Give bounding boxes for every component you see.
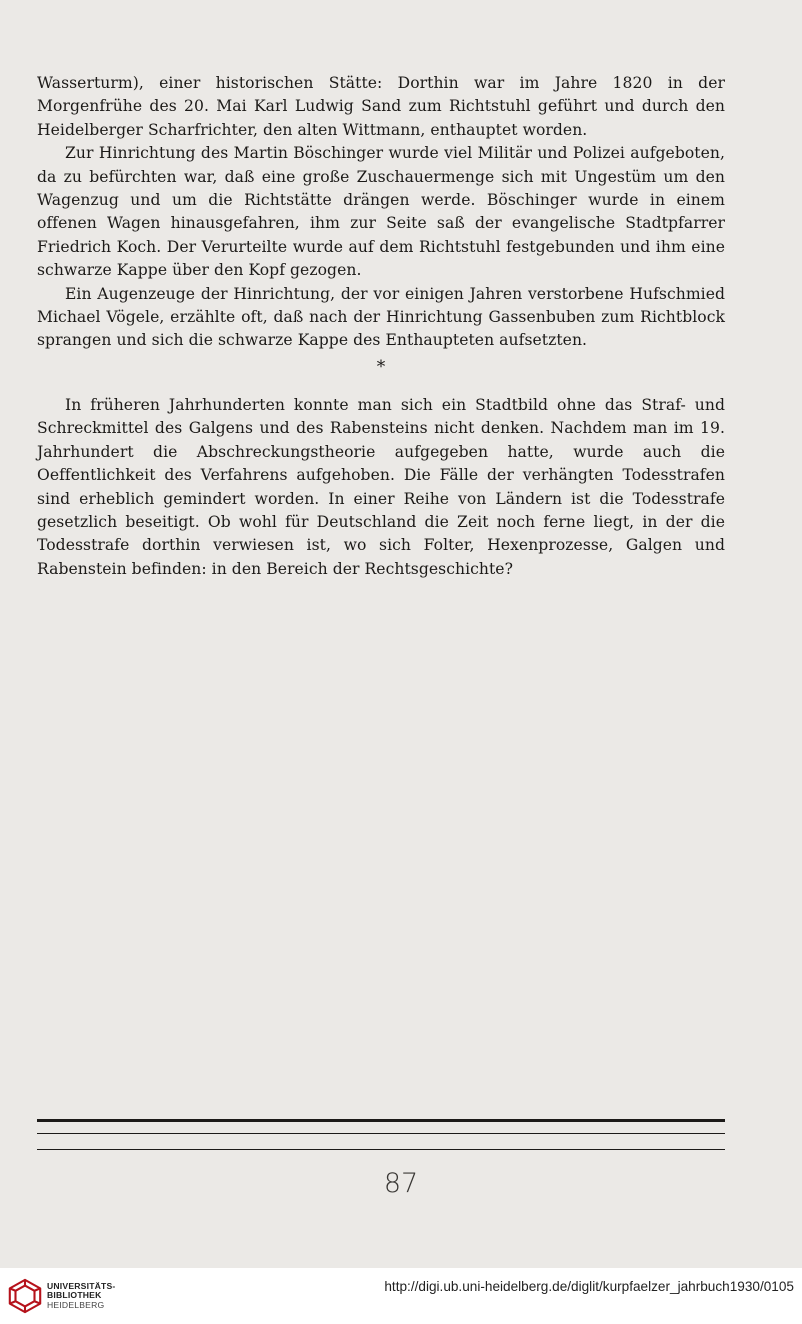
footer-rule-thin-lower [37, 1149, 725, 1150]
footer-rule-thin [37, 1133, 725, 1134]
library-seal-icon [6, 1277, 44, 1315]
library-name-line: HEIDELBERG [47, 1299, 105, 1310]
paragraph: Zur Hinrichtung des Martin Böschinger wurde viel Militär und Polizei aufgeboten, da zu befürchten war, daß eine große Zuschauermenge sich mit Ungestüm um den Wagenzug und um die Richtstätte drängen werde. Böschinger wurde in einem offenen Wagen hinausgefahren, ihm zur Seite saß der evangelische Stadtpfarrer Friedrich Koch. Der Verurteilte wurde auf dem Richtstuhl festgebunden und ihm eine schwarze Kappe über den Kopf gezogen. [37, 144, 725, 280]
library-name [47, 1282, 116, 1311]
library-logo-link[interactable] [6, 1275, 116, 1317]
paragraph: In früheren Jahrhunderten konnte man sich ein Stadtbild ohne das Straf- und Schreckmittel des Galgens und des Rabensteins nicht denken. Nachdem man im 19. Jahrhundert die Abschreckungstheorie aufgegeben hatte, wurde auch die Oeffentlichkeit des Verfahrens aufgehoben. Die Fälle der verhängten Todesstrafen sind erheblich gemindert worden. In einer Reihe von Ländern ist die Todesstrafe gesetzlich beseitigt. Ob wohl für Deutschland die Zeit noch ferne liegt, in der die Todesstrafe dorthin verwiesen ist, wo sich Folter, Hexenprozesse, Galgen und Rabenstein befinden: in den Bereich der Rechtsgeschichte? [37, 395, 725, 578]
paragraph: Wasserturm), einer historischen Stätte: Dorthin war im Jahre 1820 in der Morgenfrühe des 20. Mai Karl Ludwig Sand zum Richtstuhl geführt und durch den Heidelberger Scharfrichter, den alten Wittmann, enthauptet worden. [37, 74, 725, 139]
permalink-url[interactable]: http://digi.ub.uni-heidelberg.de/diglit/kurpfaelzer_jahrbuch1930/0105 [384, 1279, 794, 1294]
body-text [37, 72, 725, 581]
library-name-line: BIBLIOTHEK [47, 1290, 102, 1301]
paragraph: Ein Augenzeuge der Hinrichtung, der vor einigen Jahren verstorbene Hufschmied Michael Vögele, erzählte oft, daß nach der Hinrichtung Gassenbuben zum Richtblock sprangen und sich die schwarze Kappe des Enthaupteten aufsetzten. [37, 284, 725, 350]
viewer-footer [0, 1268, 802, 1324]
section-separator: * [376, 356, 386, 377]
page-number: 87 [383, 1168, 419, 1199]
library-name-line: UNIVERSITÄTS- [47, 1280, 116, 1291]
footer-rule-thick [37, 1119, 725, 1122]
